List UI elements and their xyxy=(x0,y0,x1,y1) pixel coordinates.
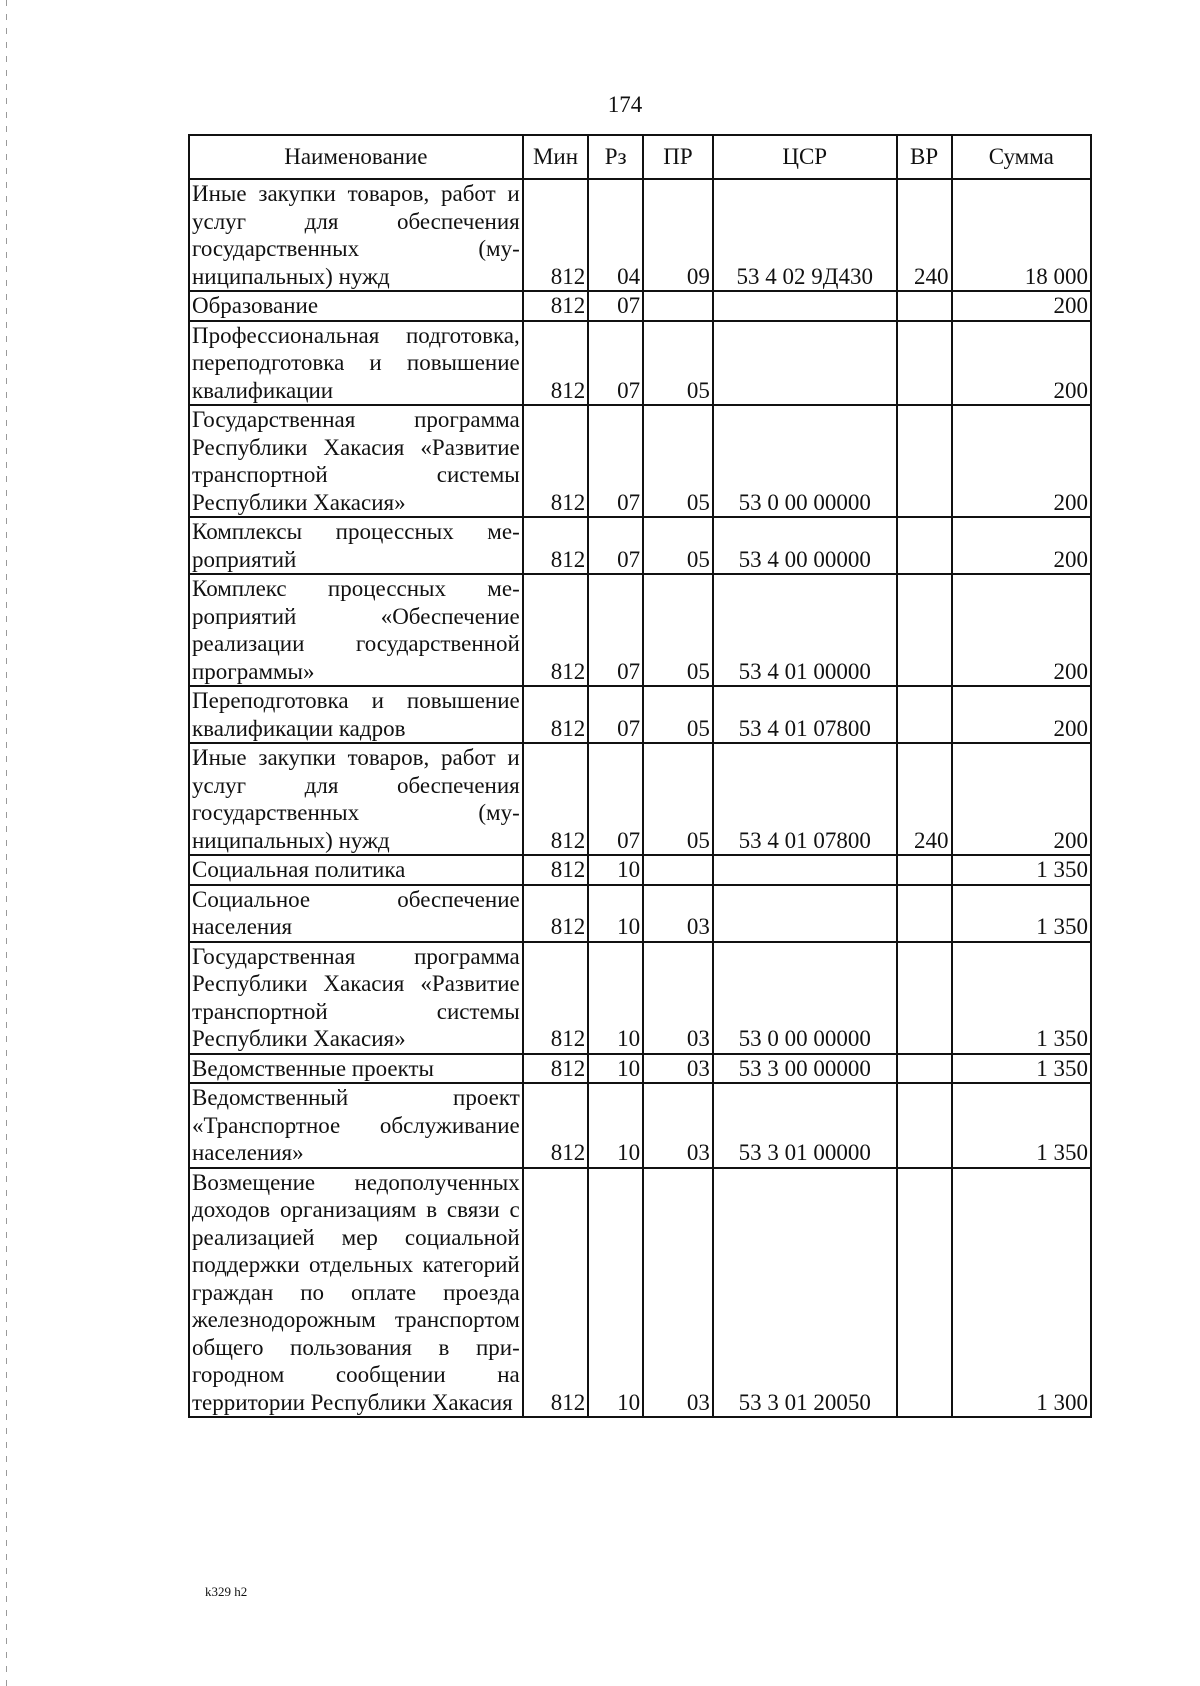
cell-rz: 10 xyxy=(588,942,643,1054)
table-row xyxy=(189,743,1091,855)
cell-sum: 1 350 xyxy=(952,855,1091,885)
cell-vr xyxy=(897,942,952,1054)
cell-min: 812 xyxy=(523,885,588,942)
cell-rz: 07 xyxy=(588,321,643,406)
cell-pr: 05 xyxy=(643,574,713,686)
cell-csr: 53 4 01 00000 xyxy=(713,574,897,686)
cell-pr: 03 xyxy=(643,942,713,1054)
cell-pr: 05 xyxy=(643,405,713,517)
cell-rz: 10 xyxy=(588,1168,643,1418)
cell-sum: 18 000 xyxy=(952,179,1091,291)
cell-csr xyxy=(713,291,897,321)
cell-csr: 53 3 00 00000 xyxy=(713,1054,897,1084)
cell-name: Социальное обеспечение населения xyxy=(189,885,523,942)
cell-sum: 1 300 xyxy=(952,1168,1091,1418)
cell-sum: 1 350 xyxy=(952,942,1091,1054)
budget-table xyxy=(188,134,1092,1418)
cell-csr: 53 0 00 00000 xyxy=(713,942,897,1054)
header-name: Наименование xyxy=(189,135,523,179)
cell-csr: 53 4 02 9Д430 xyxy=(713,179,897,291)
table-row xyxy=(189,1083,1091,1168)
table-row xyxy=(189,686,1091,743)
header-min: Мин xyxy=(523,135,588,179)
cell-pr xyxy=(643,291,713,321)
table-row xyxy=(189,321,1091,406)
cell-rz: 07 xyxy=(588,405,643,517)
cell-vr xyxy=(897,291,952,321)
cell-sum: 200 xyxy=(952,291,1091,321)
cell-vr xyxy=(897,574,952,686)
cell-min: 812 xyxy=(523,517,588,574)
table-row xyxy=(189,574,1091,686)
table-row xyxy=(189,1168,1091,1418)
cell-rz: 07 xyxy=(588,574,643,686)
table-row xyxy=(189,942,1091,1054)
header-rz: Рз xyxy=(588,135,643,179)
cell-name: Социальная политика xyxy=(189,855,523,885)
cell-sum: 200 xyxy=(952,574,1091,686)
cell-name: Иные закупки товаров, работ и услуг для обеспечения государственных (муниципальных) нужд xyxy=(189,743,523,855)
header-sum: Сумма xyxy=(952,135,1091,179)
cell-min: 812 xyxy=(523,291,588,321)
cell-name: Иные закупки товаров, работ и услуг для обеспечения государственных (муниципальных) нужд xyxy=(189,179,523,291)
table-row xyxy=(189,855,1091,885)
cell-vr: 240 xyxy=(897,743,952,855)
cell-sum: 1 350 xyxy=(952,1054,1091,1084)
cell-rz: 10 xyxy=(588,885,643,942)
cell-min: 812 xyxy=(523,321,588,406)
footer-mark: k329 h2 xyxy=(205,1584,248,1599)
cell-vr xyxy=(897,517,952,574)
cell-name: Образование xyxy=(189,291,523,321)
cell-vr xyxy=(897,405,952,517)
cell-vr xyxy=(897,1168,952,1418)
cell-sum: 200 xyxy=(952,686,1091,743)
cell-csr xyxy=(713,321,897,406)
table-row xyxy=(189,291,1091,321)
cell-vr xyxy=(897,855,952,885)
cell-min: 812 xyxy=(523,686,588,743)
cell-rz: 10 xyxy=(588,855,643,885)
cell-name: Возмещение недополученных доходов организациям в связи с реализацией мер социальной поддержки отдельных категорий граждан по оплате проезда железнодорожным транспортом общего пользования в пригородном сообщении на территории Республики Хакасия xyxy=(189,1168,523,1418)
cell-name: Государственная программа Республики Хакасия «Развитие транспортной системы Республики Хакасия» xyxy=(189,405,523,517)
cell-pr: 03 xyxy=(643,1083,713,1168)
cell-csr xyxy=(713,855,897,885)
cell-sum: 200 xyxy=(952,321,1091,406)
cell-csr: 53 4 01 07800 xyxy=(713,686,897,743)
cell-min: 812 xyxy=(523,743,588,855)
cell-csr: 53 3 01 00000 xyxy=(713,1083,897,1168)
cell-rz: 10 xyxy=(588,1083,643,1168)
table-header-row xyxy=(189,135,1091,179)
cell-sum: 200 xyxy=(952,743,1091,855)
cell-vr xyxy=(897,1083,952,1168)
cell-csr: 53 0 00 00000 xyxy=(713,405,897,517)
table-row xyxy=(189,885,1091,942)
cell-vr xyxy=(897,321,952,406)
cell-rz: 07 xyxy=(588,291,643,321)
table-row xyxy=(189,1054,1091,1084)
cell-min: 812 xyxy=(523,574,588,686)
cell-sum: 1 350 xyxy=(952,1083,1091,1168)
cell-csr xyxy=(713,885,897,942)
cell-name: Комплексы процессных мероприятий xyxy=(189,517,523,574)
cell-name: Профессиональная подготовка, переподготовка и повышение квалификации xyxy=(189,321,523,406)
cell-min: 812 xyxy=(523,1054,588,1084)
cell-min: 812 xyxy=(523,855,588,885)
cell-vr xyxy=(897,686,952,743)
cell-pr: 03 xyxy=(643,885,713,942)
table-row xyxy=(189,517,1091,574)
cell-vr xyxy=(897,885,952,942)
cell-min: 812 xyxy=(523,1168,588,1418)
cell-pr: 05 xyxy=(643,743,713,855)
cell-pr: 03 xyxy=(643,1054,713,1084)
cell-rz: 04 xyxy=(588,179,643,291)
cell-pr: 05 xyxy=(643,321,713,406)
cell-name: Государственная программа Республики Хакасия «Развитие транспортной системы Республики Хакасия» xyxy=(189,942,523,1054)
cell-pr: 05 xyxy=(643,686,713,743)
cell-sum: 200 xyxy=(952,517,1091,574)
cell-rz: 07 xyxy=(588,517,643,574)
cell-rz: 10 xyxy=(588,1054,643,1084)
cell-min: 812 xyxy=(523,942,588,1054)
cell-pr xyxy=(643,855,713,885)
header-vr: ВР xyxy=(897,135,952,179)
cell-min: 812 xyxy=(523,1083,588,1168)
cell-name: Ведомственный проект «Транспортное обслуживание населения» xyxy=(189,1083,523,1168)
cell-csr: 53 4 00 00000 xyxy=(713,517,897,574)
cell-rz: 07 xyxy=(588,686,643,743)
cell-min: 812 xyxy=(523,405,588,517)
cell-vr xyxy=(897,1054,952,1084)
scan-edge-mark xyxy=(6,0,7,1686)
header-csr: ЦСР xyxy=(713,135,897,179)
cell-pr: 03 xyxy=(643,1168,713,1418)
cell-csr: 53 4 01 07800 xyxy=(713,743,897,855)
cell-pr: 05 xyxy=(643,517,713,574)
cell-sum: 200 xyxy=(952,405,1091,517)
cell-csr: 53 3 01 20050 xyxy=(713,1168,897,1418)
table-row xyxy=(189,405,1091,517)
table-body xyxy=(189,179,1091,1417)
cell-name: Ведомственные проекты xyxy=(189,1054,523,1084)
cell-sum: 1 350 xyxy=(952,885,1091,942)
cell-name: Комплекс процессных мероприятий «Обеспечение реализации государственной программы» xyxy=(189,574,523,686)
table-row xyxy=(189,179,1091,291)
cell-min: 812 xyxy=(523,179,588,291)
cell-name: Переподготовка и повышение квалификации кадров xyxy=(189,686,523,743)
cell-vr: 240 xyxy=(897,179,952,291)
cell-pr: 09 xyxy=(643,179,713,291)
header-pr: ПР xyxy=(643,135,713,179)
page-number: 174 xyxy=(607,92,643,117)
cell-rz: 07 xyxy=(588,743,643,855)
